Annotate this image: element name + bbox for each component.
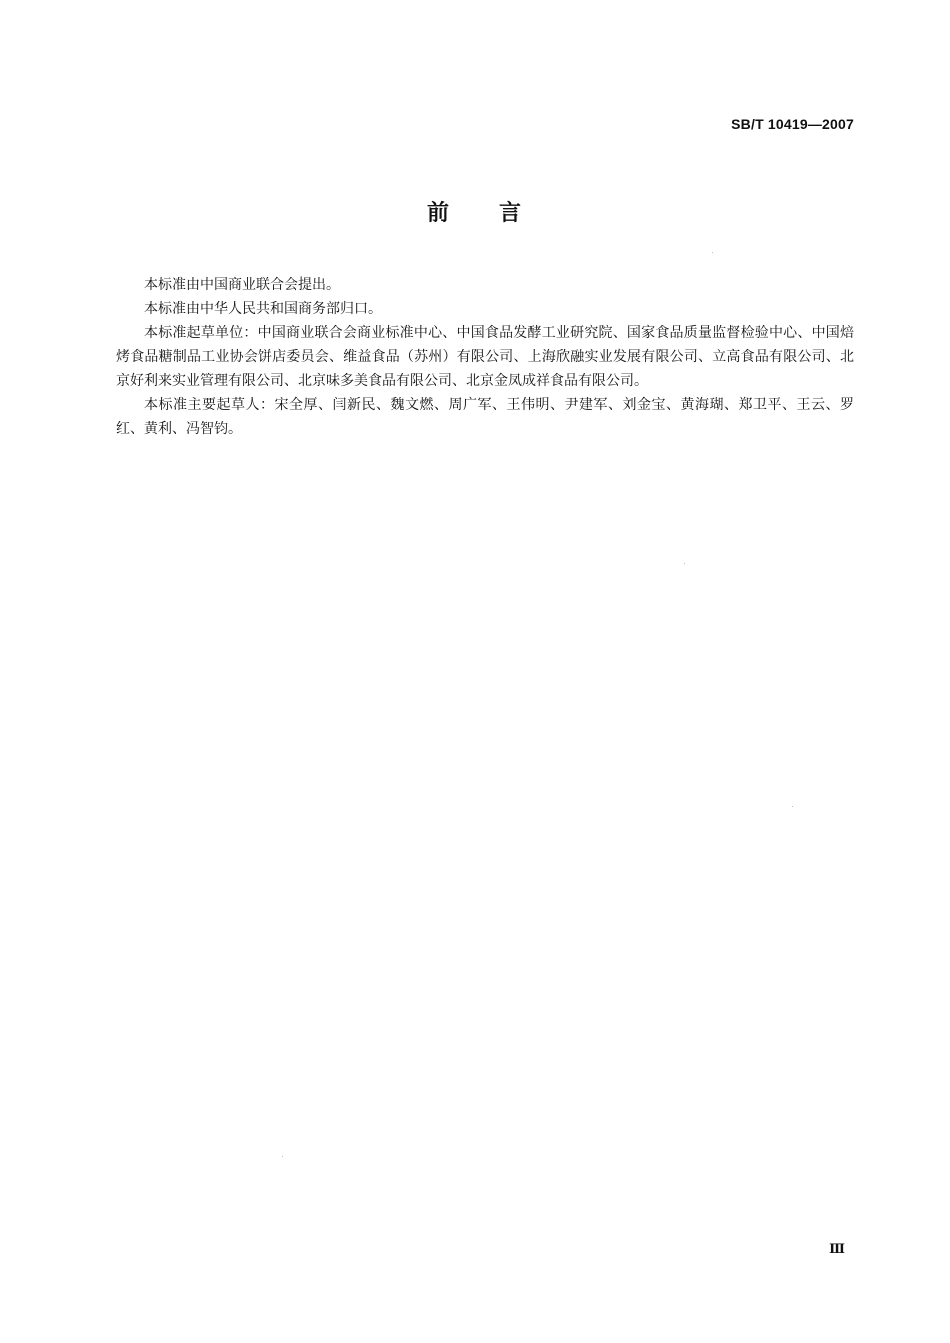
paragraph-proposer: 本标准由中国商业联合会提出。 xyxy=(144,277,340,293)
foreword-body xyxy=(116,273,854,441)
paragraph-centralized-by: 本标准由中华人民共和国商务部归口。 xyxy=(144,301,382,317)
title-char-1: 前 xyxy=(426,201,451,226)
page-number: Ⅲ xyxy=(829,1242,845,1257)
scan-speck xyxy=(792,806,793,807)
standard-code: SB/T 10419—2007 xyxy=(731,116,854,132)
scan-speck xyxy=(712,252,713,253)
scan-speck xyxy=(282,1156,283,1157)
paragraph-drafting-units: 本标准起草单位：中国商业联合会商业标准中心、中国食品发酵工业研究院、国家食品质量监督检验中心、中国焙烤食品糖制品工业协会饼店委员会、维益食品（苏州）有限公司、上海欣融实业发展有限公司、立高食品有限公司、北京好利来实业管理有限公司、北京味多美食品有限公司、北京金凤成祥食品有限公司。 xyxy=(116,325,854,389)
scan-speck xyxy=(684,563,685,564)
paragraph-main-drafters: 本标准主要起草人：宋全厚、闫新民、魏文燃、周广军、王伟明、尹建军、刘金宝、黄海瑚、郑卫平、王云、罗红、黄利、冯智钧。 xyxy=(116,397,854,437)
title-char-2: 言 xyxy=(499,201,524,226)
page-title xyxy=(0,196,950,227)
